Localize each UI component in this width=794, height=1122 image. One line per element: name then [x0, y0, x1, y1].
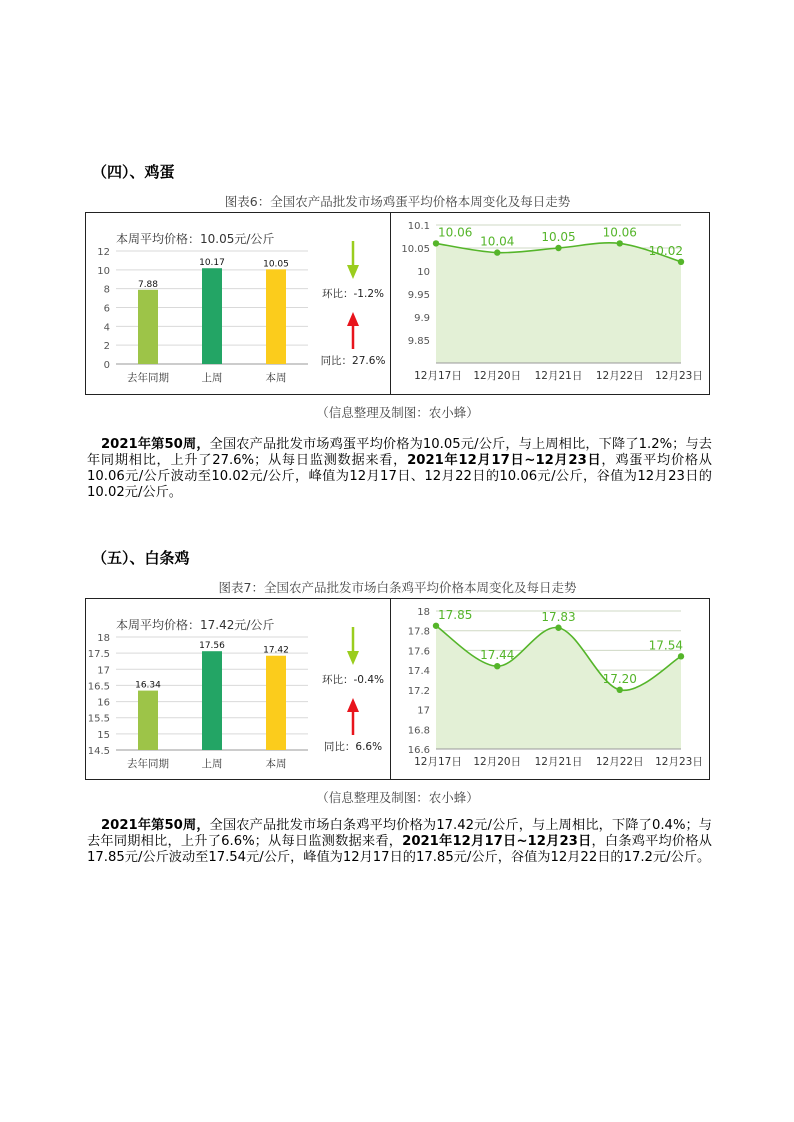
- bar1-ytick-label: 18: [97, 633, 110, 644]
- bar0-tb-label: 同比：27.6%: [320, 355, 386, 367]
- bar0-hb-label: 环比：-1.2%: [322, 288, 384, 300]
- bar0-ytick-label: 10: [97, 265, 110, 277]
- line0-x-tick-label: 12月23日: [655, 370, 703, 382]
- line1-x-tick-label: 12月20日: [473, 756, 522, 768]
- line1-ytick-label: 17.8: [407, 626, 430, 638]
- line-panel-eggs: [390, 212, 710, 395]
- line1-data-point: [555, 625, 561, 631]
- section-heading-eggs: （四）、鸡蛋: [92, 163, 175, 181]
- bar1-bar: [266, 656, 286, 750]
- line1-ytick-label: 17.4: [407, 666, 430, 678]
- line1-data-label: 17.44: [480, 648, 515, 663]
- bar-chart-eggs: [86, 213, 393, 396]
- bar1-tb-label: 同比：6.6%: [323, 741, 383, 753]
- source-note-7: （信息整理及制图：农小蜂）: [316, 790, 479, 805]
- line0-ytick-label: 9.9: [414, 313, 430, 324]
- bold-week: 2021年第50周，: [101, 818, 210, 833]
- summary-paragraph-chicken: [87, 818, 712, 866]
- bar0-bar-value-label: 7.88: [137, 279, 159, 290]
- bar0-avg-label: 本周平均价格：10.05元/公斤: [116, 232, 275, 246]
- bar0-category-label: 本周: [265, 372, 287, 384]
- bar0-ytick-label: 0: [103, 360, 110, 371]
- line0-data-label: 10.06: [438, 225, 473, 240]
- bar-panel-chicken: [85, 598, 392, 780]
- summary-paragraph-eggs: [87, 437, 712, 501]
- bar0-bar-value-label: 10.17: [199, 258, 225, 269]
- bold-week: 2021年第50周，: [101, 437, 210, 452]
- line0-ytick-label: 10.1: [407, 221, 430, 232]
- line0-x-tick-label: 12月21日: [534, 370, 583, 382]
- bar0-category-label: 去年同期: [127, 372, 169, 384]
- bar1-ytick-label: 16.5: [87, 681, 110, 693]
- line0-data-point: [494, 249, 500, 255]
- line0-ytick-label: 9.85: [407, 336, 430, 347]
- line0-x-tick-label: 12月17日: [414, 370, 462, 382]
- bar0-ytick-label: 6: [103, 303, 110, 315]
- line0-x-tick-label: 12月22日: [595, 370, 644, 382]
- line0-ytick-label: 10.05: [401, 244, 430, 255]
- bar1-avg-label: 本周平均价格：17.42元/公斤: [116, 618, 275, 632]
- bar0-bar: [202, 268, 222, 364]
- bar0-ytick-label: 12: [97, 247, 110, 258]
- bar-panel-eggs: [85, 212, 392, 395]
- bar1-ytick-label: 14.5: [87, 746, 110, 757]
- bar1-hb-label: 环比：-0.4%: [322, 674, 384, 686]
- bar1-ytick-label: 15: [97, 729, 110, 741]
- line1-data-point: [678, 653, 684, 659]
- line0-data-label: 10.05: [541, 230, 576, 244]
- line1-ytick-label: 18: [417, 607, 430, 618]
- line1-data-point: [494, 663, 500, 669]
- bar1-category-label: 上周: [201, 758, 223, 770]
- line1-x-tick-label: 12月23日: [655, 756, 703, 768]
- line0-x-tick-label: 12月20日: [473, 370, 522, 382]
- bar1-bar: [138, 691, 158, 750]
- figure-caption-7: 图表7：全国农产品批发市场白条鸡平均价格本周变化及每日走势: [218, 580, 577, 595]
- bar1-bar-value-label: 16.34: [135, 680, 161, 691]
- bar1-up-arrow-head-icon: [347, 698, 359, 712]
- line1-data-label: 17.54: [648, 638, 683, 653]
- line1-data-label: 17.85: [438, 607, 473, 622]
- bar1-bar-value-label: 17.56: [199, 641, 225, 652]
- line1-area-fill: [436, 626, 681, 749]
- line0-data-point: [678, 259, 684, 265]
- line0-data-point: [433, 240, 439, 246]
- line-panel-chicken: [390, 598, 710, 780]
- bar1-ytick-label: 15.5: [87, 713, 110, 725]
- source-note-6: （信息整理及制图：农小蜂）: [316, 405, 479, 420]
- line0-data-point: [555, 245, 561, 251]
- text-part-2: ，鸡蛋平均价格从10.06元/公斤波动至10.02元/公斤，峰值为12月17日、12月22日的10.06元/公斤，谷值为12月23日的10.02元/公斤。: [87, 453, 712, 500]
- line1-data-label: 17.83: [541, 609, 576, 624]
- line0-data-point: [617, 240, 623, 246]
- bar0-ytick-label: 4: [103, 322, 110, 334]
- bar1-category-label: 本周: [265, 758, 287, 770]
- line0-ytick-label: 10: [417, 267, 430, 278]
- figure-caption-6: 图表6：全国农产品批发市场鸡蛋平均价格本周变化及每日走势: [224, 194, 571, 209]
- bar0-ytick-label: 2: [103, 341, 110, 353]
- line1-x-tick-label: 12月22日: [595, 756, 644, 768]
- bar-chart-chicken: [86, 599, 393, 781]
- line1-ytick-label: 16.8: [407, 725, 430, 737]
- bold-date-range: 2021年12月17日~12月23日: [402, 834, 592, 849]
- bar1-ytick-label: 16: [97, 697, 110, 709]
- line-chart-chicken: [391, 599, 711, 781]
- bar0-category-label: 上周: [201, 372, 223, 384]
- line1-ytick-label: 16.6: [407, 745, 430, 756]
- text-part-2: ，白条鸡平均价格从17.85元/公斤波动至17.54元/公斤，峰值为12月17日的17.85元/公斤，谷值为12月22日的17.2元/公斤。: [87, 834, 712, 865]
- line0-area-fill: [436, 243, 681, 363]
- bar1-category-label: 去年同期: [127, 758, 169, 770]
- line0-data-label: 10.02: [648, 243, 683, 258]
- bar0-down-arrow-head-icon: [347, 265, 359, 279]
- section-heading-chicken: （五）、白条鸡: [92, 549, 190, 567]
- line0-data-label: 10.04: [480, 234, 515, 249]
- bar0-bar-value-label: 10.05: [263, 259, 289, 270]
- line1-ytick-label: 17.2: [407, 685, 430, 697]
- line0-ytick-label: 9.95: [407, 290, 430, 301]
- line1-x-tick-label: 12月21日: [534, 756, 583, 768]
- line-chart-eggs: [391, 213, 711, 396]
- text-part-1: 全国农产品批发市场白条鸡平均价格为17.42元/公斤，与上周相比，下降了0.4%；与去年同期相比，上升了6.6%；从每日监测数据来看，: [87, 818, 712, 849]
- text-part-1: 全国农产品批发市场鸡蛋平均价格为10.05元/公斤，与上周相比，下降了1.2%；与去年同期相比，上升了27.6%；从每日监测数据来看，: [87, 437, 712, 468]
- line1-ytick-label: 17: [417, 705, 430, 717]
- bar1-bar: [202, 651, 222, 750]
- line1-data-point: [617, 687, 623, 693]
- bold-date-range: 2021年12月17日~12月23日: [407, 453, 602, 468]
- line1-ytick-label: 17.6: [407, 646, 430, 658]
- bar0-up-arrow-head-icon: [347, 312, 359, 326]
- bar1-ytick-label: 17.5: [87, 649, 110, 661]
- bar0-bar: [266, 269, 286, 364]
- line0-data-label: 10.06: [602, 225, 637, 240]
- line1-data-label: 17.20: [602, 671, 637, 686]
- bar0-ytick-label: 8: [103, 284, 110, 296]
- bar1-down-arrow-head-icon: [347, 651, 359, 665]
- bar1-ytick-label: 17: [97, 665, 110, 677]
- line1-x-tick-label: 12月17日: [414, 756, 462, 768]
- bar0-bar: [138, 290, 158, 364]
- bar1-bar-value-label: 17.42: [263, 645, 289, 656]
- line1-data-point: [433, 623, 439, 629]
